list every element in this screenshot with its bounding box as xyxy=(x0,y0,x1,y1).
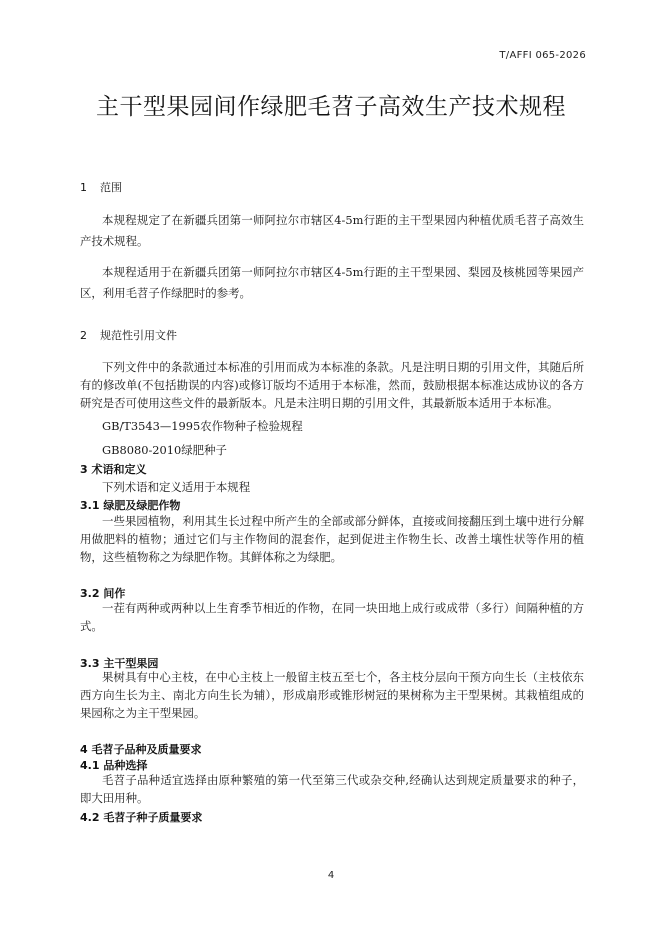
section-2-heading xyxy=(80,327,177,343)
section-2-paragraph: 下列文件中的条款通过本标准的引用而成为本标准的条款。凡是注明日期的引用文件，其随后所有的修改单(不包括勘误的内容)或修订版均不适用于本标准，然而，鼓励根据本标准达成协议的各方研究是否可使用这些文件的最新版本。凡是未注明日期的引用文件，其最新版本适用于本标准。 xyxy=(80,360,584,410)
document-title: 主干型果园间作绿肥毛苕子高效生产技术规程 xyxy=(96,94,566,120)
section-1-heading xyxy=(80,179,122,195)
page-number: 4 xyxy=(327,870,335,881)
section-3-intro: 下列术语和定义适用于本规程 xyxy=(102,480,251,494)
reference-2: GB8080-2010绿肥种子 xyxy=(102,443,227,457)
section-2-title: 规范性引用文件 xyxy=(100,329,177,342)
section-1-number: 1 xyxy=(80,181,87,194)
section-1-paragraph-2: 本规程适用于在新疆兵团第一师阿拉尔市辖区4-5m行距的主干型果园、梨园及核桃园等果园产区，利用毛苕子作绿肥时的参考。 xyxy=(80,265,584,300)
term-3-2-heading: 3.2 间作 xyxy=(80,587,126,600)
section-4-heading: 4 毛苕子品种及质量要求 xyxy=(80,743,202,756)
section-1-title: 范围 xyxy=(100,181,122,194)
standard-code: T/AFFI 065-2026 xyxy=(499,50,586,61)
section-1-paragraph-1: 本规程规定了在新疆兵团第一师阿拉尔市辖区4-5m行距的主干型果园内种植优质毛苕子高效生产技术规程。 xyxy=(80,213,584,248)
term-3-3-heading: 3.3 主干型果园 xyxy=(80,657,159,670)
section-4-1-heading: 4.1 品种选择 xyxy=(80,759,148,772)
term-3-2-definition: 一茬有两种或两种以上生育季节相近的作物，在同一块田地上成行或成带（多行）间隔种植的方式。 xyxy=(80,601,584,633)
section-2-number: 2 xyxy=(80,329,87,342)
term-3-1-heading: 3.1 绿肥及绿肥作物 xyxy=(80,499,181,512)
term-3-1-definition: 一些果园植物，利用其生长过程中所产生的全部或部分鲜体，直接或间接翻压到土壤中进行分解用做肥料的植物；通过它们与主作物间的混套作，起到促进主作物生长、改善土壤性状等作用的植物，这些植物称之为绿肥作物。其鲜体称之为绿肥。 xyxy=(80,514,584,564)
term-3-3-definition: 果树具有中心主枝，在中心主枝上一般留主枝五至七个，各主枝分层向干预方向生长（主枝依东西方向生长为主、南北方向生长为辅），形成扇形或锥形树冠的果树称为主干型果树。其栽植组成的果园称之为主干型果园。 xyxy=(80,670,584,720)
section-4-1-text: 毛苕子品种适宜选择由原种繁殖的第一代至第三代或杂交种,经确认达到规定质量要求的种子，即大田用种。 xyxy=(80,773,584,805)
reference-1: GB/T3543—1995农作物种子检验规程 xyxy=(102,419,303,433)
section-4-2-heading: 4.2 毛苕子种子质量要求 xyxy=(80,811,203,824)
section-3-heading: 3 术语和定义 xyxy=(80,463,147,476)
